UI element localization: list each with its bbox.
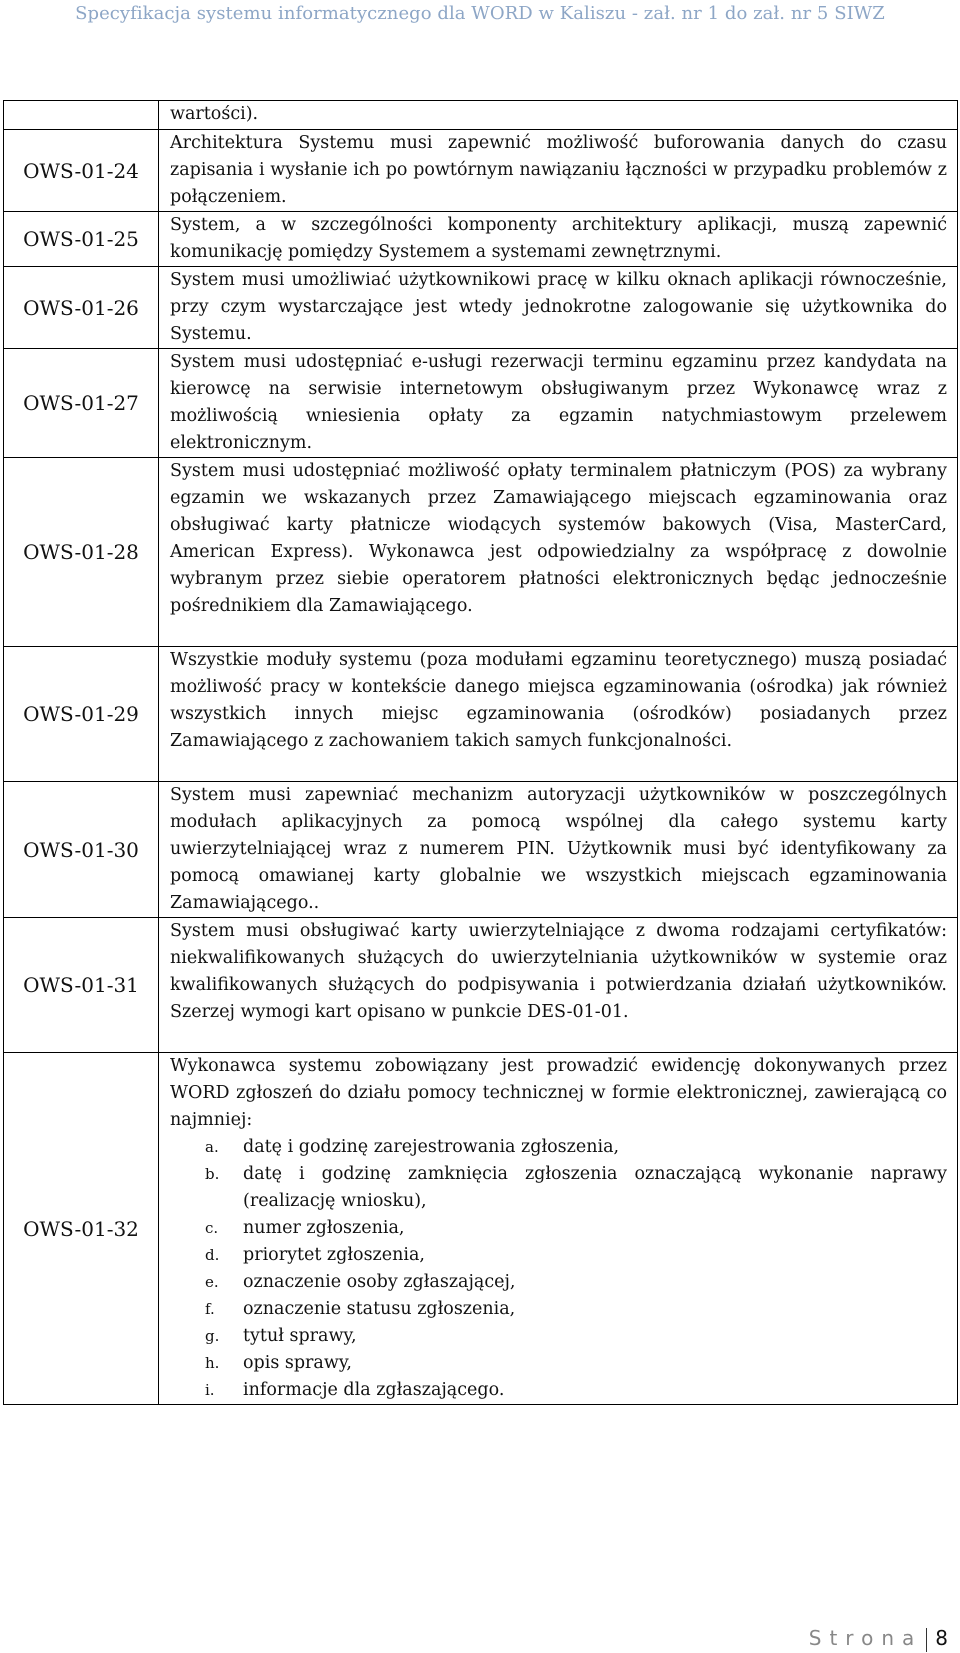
description-cell: [159, 101, 958, 130]
requirement-text-body: System, a w szczególności komponenty architektury aplikacji, muszą zapewnić komunikację pomiędzy Systemem a systemami zewnętrznymi.: [170, 215, 947, 262]
page-label: Strona: [808, 1626, 923, 1650]
list-item-text: tytuł sprawy,: [243, 1326, 357, 1346]
list-marker: d.: [205, 1246, 220, 1264]
list-item: [170, 1269, 947, 1296]
requirement-text: [159, 458, 958, 647]
table-row: [4, 782, 958, 918]
list-item: [170, 1215, 947, 1242]
requirement-id: OWS-01-29: [4, 647, 159, 782]
requirement-text-body: Architektura Systemu musi zapewnić możliwość buforowania danych do czasu zapisania i wysłanie ich po powtórnym nawiązaniu łączności w przypadku problemów z połączeniem.: [170, 133, 947, 207]
list-item: [170, 1350, 947, 1377]
requirements-table: [3, 100, 958, 1405]
requirement-text: [159, 1053, 958, 1405]
requirement-id: OWS-01-26: [4, 267, 159, 349]
page-number: 8: [935, 1626, 948, 1650]
list-item: [170, 1134, 947, 1161]
list-marker: h.: [205, 1354, 220, 1372]
table-row: [4, 212, 958, 267]
table-row: [4, 918, 958, 1053]
page-header: Specyfikacja systemu informatycznego dla WORD w Kaliszu - zał. nr 1 do zał. nr 5 SIWZ: [75, 3, 885, 24]
requirement-text: [159, 782, 958, 918]
list-item-text: datę i godzinę zamknięcia zgłoszenia oznaczającą wykonanie naprawy (realizację wniosku),: [243, 1164, 947, 1211]
id-cell-empty: [4, 101, 159, 130]
requirement-text-body: System musi zapewniać mechanizm autoryzacji użytkowników w poszczególnych modułach aplikacyjnych za pomocą wspólnej dla całego systemu karty uwierzytelniającej wraz z numerem PIN. Użytkownik musi być identyfikowany za pomocą omawianej karty globalnie we wszystkich miejscach egzaminowania Zamawiającego..: [170, 785, 947, 913]
list-item: [170, 1242, 947, 1269]
table-row: [4, 458, 958, 647]
table-row: [4, 1053, 958, 1405]
list-item-text: opis sprawy,: [243, 1353, 352, 1373]
list-marker: c.: [205, 1219, 219, 1237]
requirement-text-body: System musi udostępniać e-usługi rezerwacji terminu egzaminu przez kandydata na kierowcę na serwisie internetowym obsługiwanym przez Wykonawcę wraz z możliwością wniesienia opłaty za egzamin natychmiastowym przelewem elektronicznym.: [170, 352, 947, 453]
requirement-text: [159, 349, 958, 458]
requirement-text: [159, 647, 958, 782]
requirement-text: [159, 918, 958, 1053]
continued-text: wartości).: [170, 104, 259, 124]
list-item-text: oznaczenie osoby zgłaszającej,: [243, 1272, 516, 1292]
requirement-text-body: System musi obsługiwać karty uwierzytelniające z dwoma rodzajami certyfikatów: niekwalifikowanych służących do uwierzytelniania użytkowników w systemie oraz kwalifikowanych służących do podpisywania i potwierdzania działań użytkowników. Szerzej wymogi kart opisano w punkcie DES-01-01.: [170, 921, 947, 1022]
list-item: [170, 1296, 947, 1323]
list-item: [170, 1377, 947, 1404]
requirement-id: OWS-01-32: [4, 1053, 159, 1405]
requirement-text-body: System musi umożliwiać użytkownikowi pracę w kilku oknach aplikacji równocześnie, przy czym wystarczające jest wtedy jednokrotne zalogowanie się użytkownika do Systemu.: [170, 270, 947, 344]
list-item-text: priorytet zgłoszenia,: [243, 1245, 425, 1265]
requirement-id: OWS-01-30: [4, 782, 159, 918]
footer-divider: [926, 1628, 927, 1652]
table-row: [4, 349, 958, 458]
table-row: [4, 267, 958, 349]
list-item-text: oznaczenie statusu zgłoszenia,: [243, 1299, 516, 1319]
requirement-text: [159, 267, 958, 349]
requirement-text-body: Wszystkie moduły systemu (poza modułami egzaminu teoretycznego) muszą posiadać możliwość pracy w kontekście danego miejsca egzaminowania (ośrodka) jak również wszystkich innych miejsc egzaminowania (ośrodków) posiadanych przez Zamawiającego z zachowaniem takich samych funkcjonalności.: [170, 650, 947, 751]
ticket-fields-list: [170, 1134, 947, 1404]
requirement-text-body: Wykonawca systemu zobowiązany jest prowadzić ewidencję dokonywanych przez WORD zgłoszeń do działu pomocy technicznej w formie elektronicznej, zawierającą co najmniej:: [170, 1056, 947, 1130]
table-row: [4, 101, 958, 130]
list-marker: i.: [205, 1381, 215, 1399]
requirement-id: OWS-01-27: [4, 349, 159, 458]
requirement-id: OWS-01-28: [4, 458, 159, 647]
list-marker: e.: [205, 1273, 219, 1291]
list-item-text: informacje dla zgłaszającego.: [243, 1380, 505, 1400]
table-row: [4, 130, 958, 212]
list-item: [170, 1161, 947, 1215]
table-row: [4, 647, 958, 782]
list-marker: g.: [205, 1327, 220, 1345]
page-footer: [809, 1626, 948, 1652]
list-marker: a.: [205, 1138, 219, 1156]
list-marker: b.: [205, 1165, 220, 1183]
requirement-text: [159, 130, 958, 212]
requirement-text-body: System musi udostępniać możliwość opłaty terminalem płatniczym (POS) za wybrany egzamin we wskazanych przez Zamawiającego miejscach egzaminowania oraz obsługiwać karty płatnicze wiodących systemów bakowych (Visa, MasterCard, American Express). Wykonawca jest odpowiedzialny za współpracę z dowolnie wybranym przez siebie operatorem płatności elektronicznych będąc jednocześnie pośrednikiem dla Zamawiającego.: [170, 461, 947, 616]
list-item: [170, 1323, 947, 1350]
list-item-text: datę i godzinę zarejestrowania zgłoszenia,: [243, 1137, 620, 1157]
list-item-text: numer zgłoszenia,: [243, 1218, 405, 1238]
requirement-id: OWS-01-25: [4, 212, 159, 267]
requirement-id: OWS-01-31: [4, 918, 159, 1053]
list-marker: f.: [205, 1300, 215, 1318]
requirement-text: [159, 212, 958, 267]
requirement-id: OWS-01-24: [4, 130, 159, 212]
